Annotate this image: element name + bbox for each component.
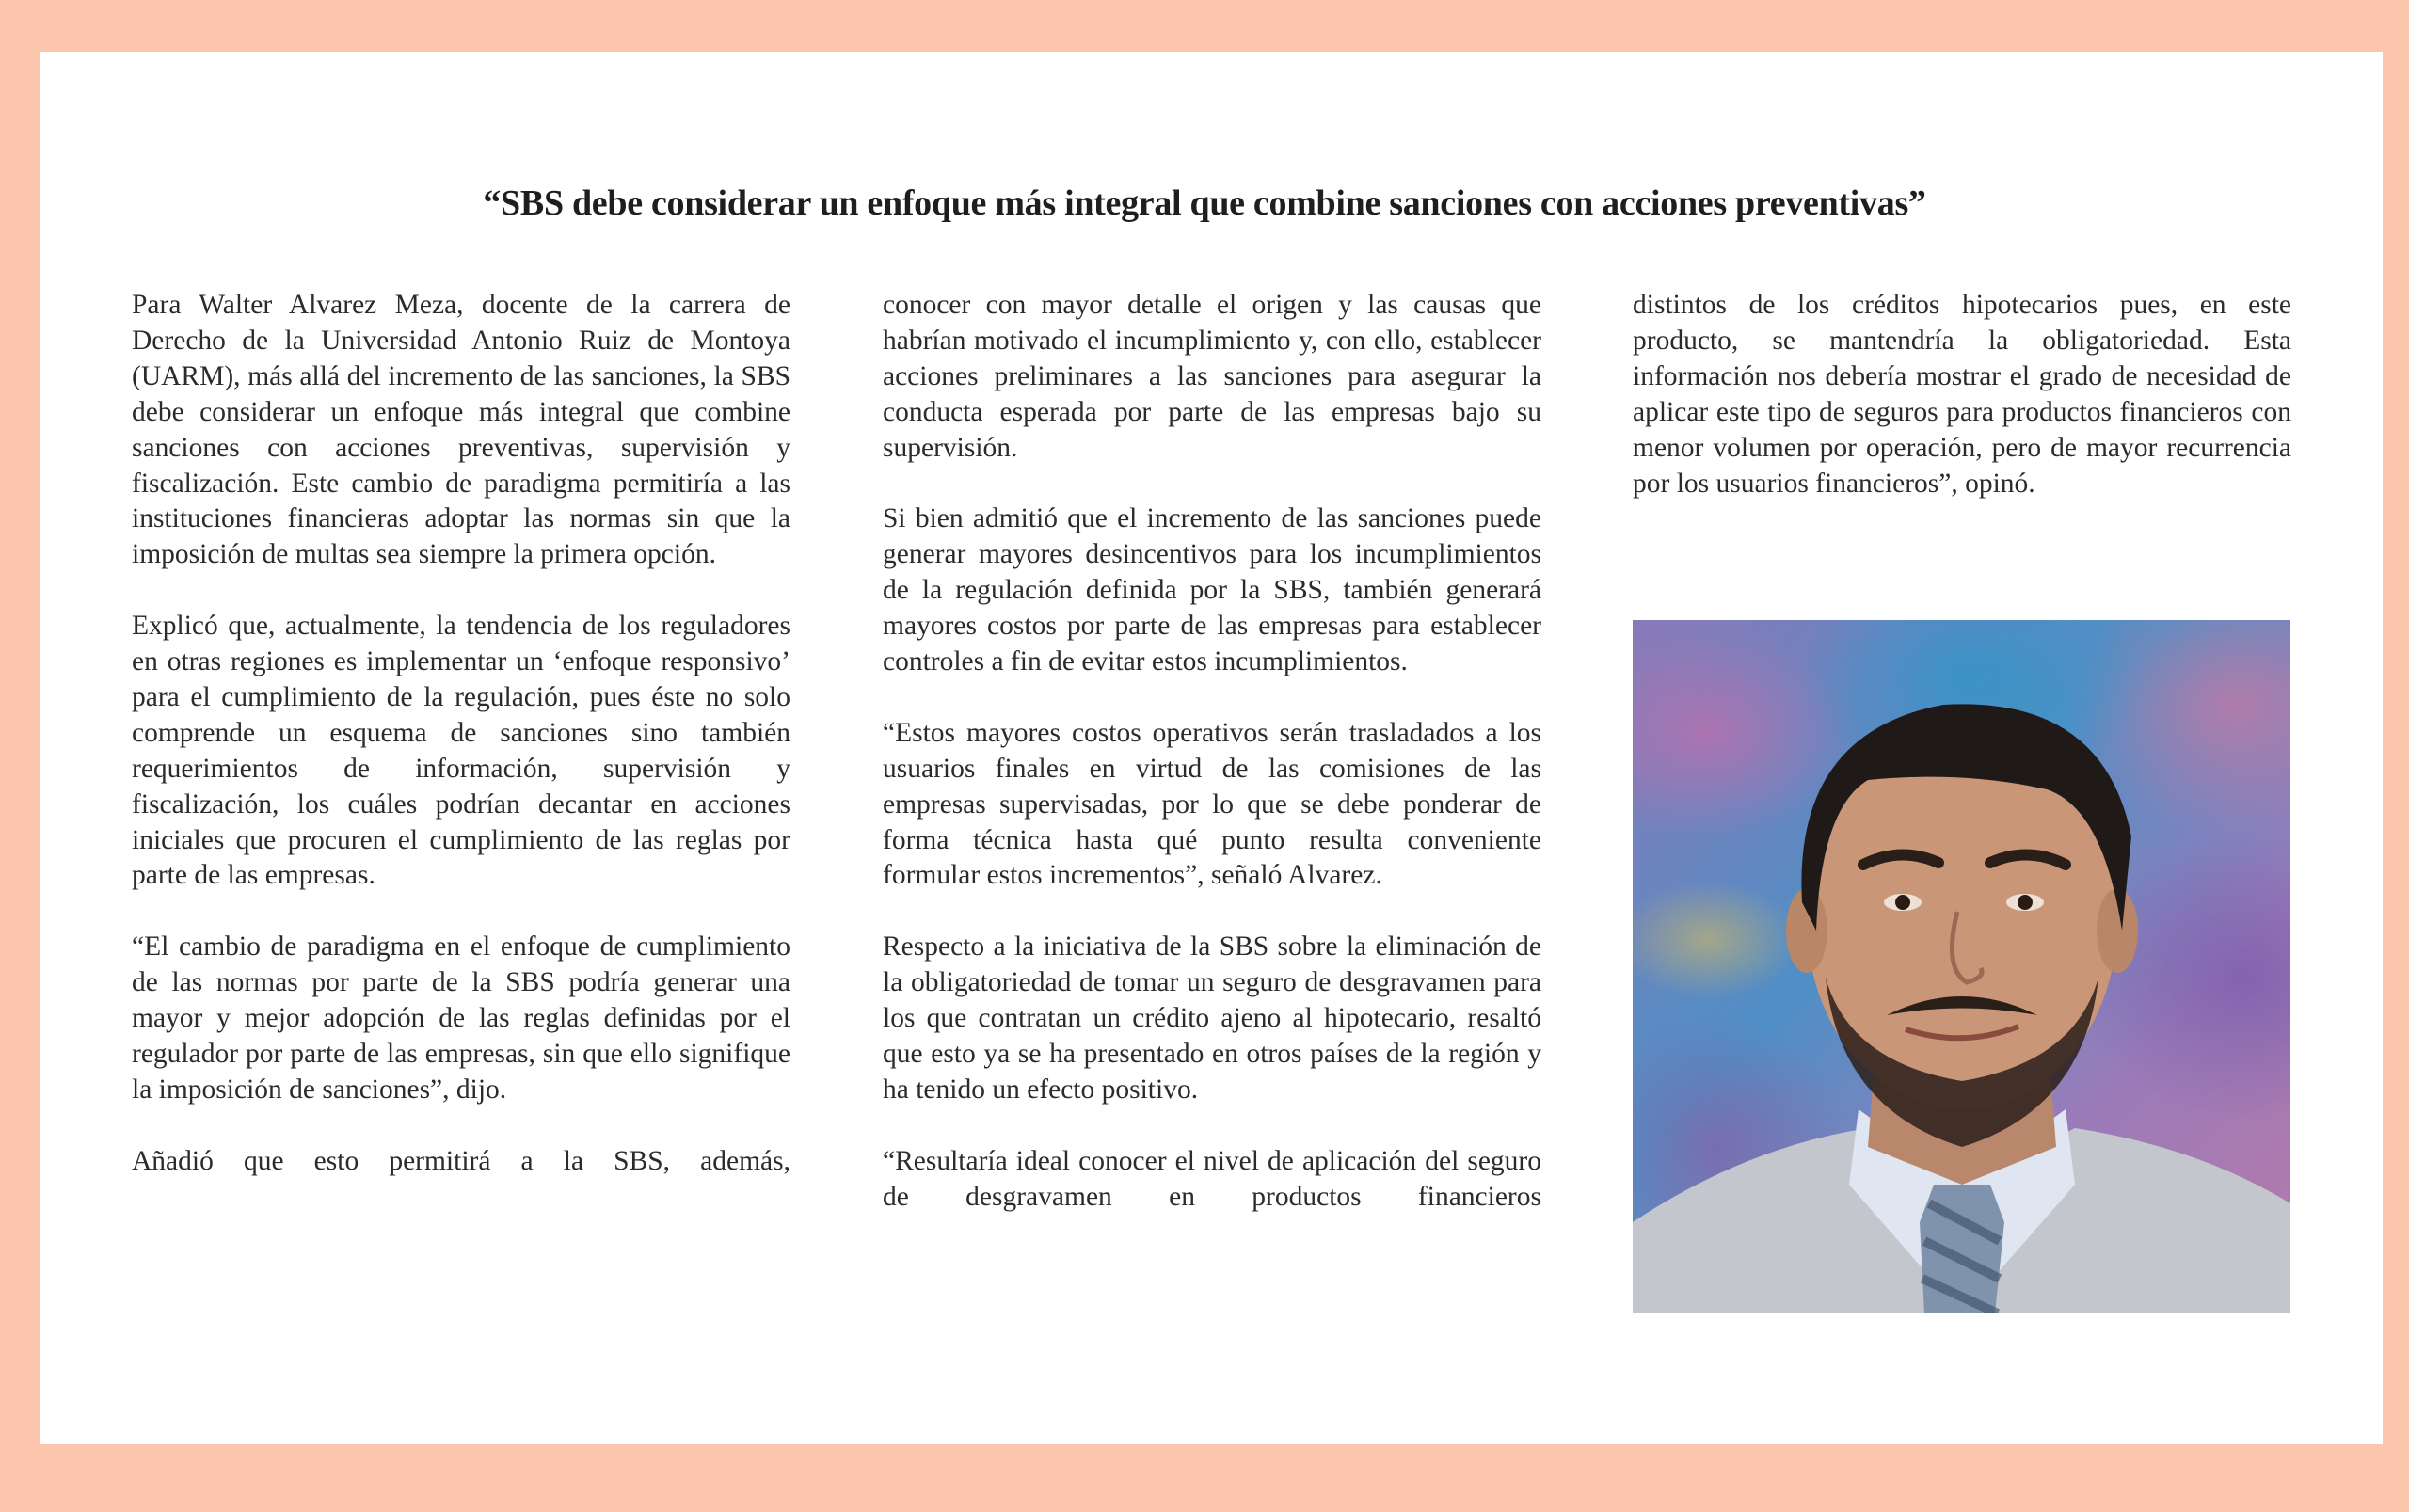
paragraph: Si bien admitió que el incremento de las sanciones puede generar mayores desincentivos para los incumplimientos de la regulación definida por la SBS, también generará mayores costos por parte de las empresas para establecer controles a fin de evitar estos incumplimientos. xyxy=(883,503,1541,677)
paragraph: “Estos mayores costos operativos serán trasladados a los usuarios finales en virtud de las comisiones de las empresas supervisadas, por lo que se debe ponderar de forma técnica hasta qué punto resulta conveniente formular estos incrementos”, señaló Alvarez. xyxy=(883,717,1541,891)
paragraph: distintos de los créditos hipotecarios pues, en este producto, se mantendría la obligatoriedad. Esta información nos debería mostrar el grado de necesidad de aplicar este tipo de seguros para productos financieros con menor volumen por operación, pero de mayor recurrencia por los usuarios financieros”, opinó. xyxy=(1633,290,2291,499)
paragraph: Respecto a la iniciativa de la SBS sobre la eliminación de la obligatoriedad de tomar un seguro de desgravamen para los que contratan un crédito ajeno al hipotecario, resaltó que esto ya se ha presentado en otros países de la región y ha tenido un efecto positivo. xyxy=(883,931,1541,1105)
text-column-2 xyxy=(883,288,1541,1216)
text-column-1 xyxy=(132,288,790,1180)
paragraph: Añadió que esto permitirá a la SBS, además, xyxy=(132,1145,790,1176)
paragraph: Explicó que, actualmente, la tendencia de los reguladores en otras regiones es implementar un ‘enfoque responsivo’ para el cumplimiento de la regulación, pues éste no solo comprende un esquema de sanciones sino también requerimientos de información, supervisión y fiscalización, los cuáles podrían decantar en acciones iniciales que procuren el cumplimiento de las reglas por parte de las empresas. xyxy=(132,611,790,891)
portrait-illustration xyxy=(1633,620,2290,1313)
article-headline: “SBS debe considerar un enfoque más integral que combine sanciones con acciones preventivas” xyxy=(483,183,1926,223)
paragraph: “Resultaría ideal conocer el nivel de aplicación del seguro de desgravamen en productos financieros xyxy=(883,1145,1541,1212)
paragraph: conocer con mayor detalle el origen y las causas que habrían motivado el incumplimiento y, con ello, establecer acciones preliminares a las sanciones para asegurar la conducta esperada por parte de las empresas bajo su supervisión. xyxy=(883,290,1541,463)
portrait-photo xyxy=(1633,620,2290,1313)
text-column-3 xyxy=(1633,288,2291,501)
paragraph: Para Walter Alvarez Meza, docente de la carrera de Derecho de la Universidad Antonio Ruiz de Montoya (UARM), más allá del incremento de las sanciones, la SBS debe considerar un enfoque más integral que combine sanciones con acciones preventivas, supervisión y fiscalización. Este cambio de paradigma permitiría a las instituciones financieras adoptar las normas sin que la imposición de multas sea siempre la primera opción. xyxy=(132,290,790,570)
paragraph: “El cambio de paradigma en el enfoque de cumplimiento de las normas por parte de la SBS podría generar una mayor y mejor adopción de las reglas definidas por el regulador por parte de las empresas, sin que ello signifique la imposición de sanciones”, dijo. xyxy=(132,931,790,1105)
